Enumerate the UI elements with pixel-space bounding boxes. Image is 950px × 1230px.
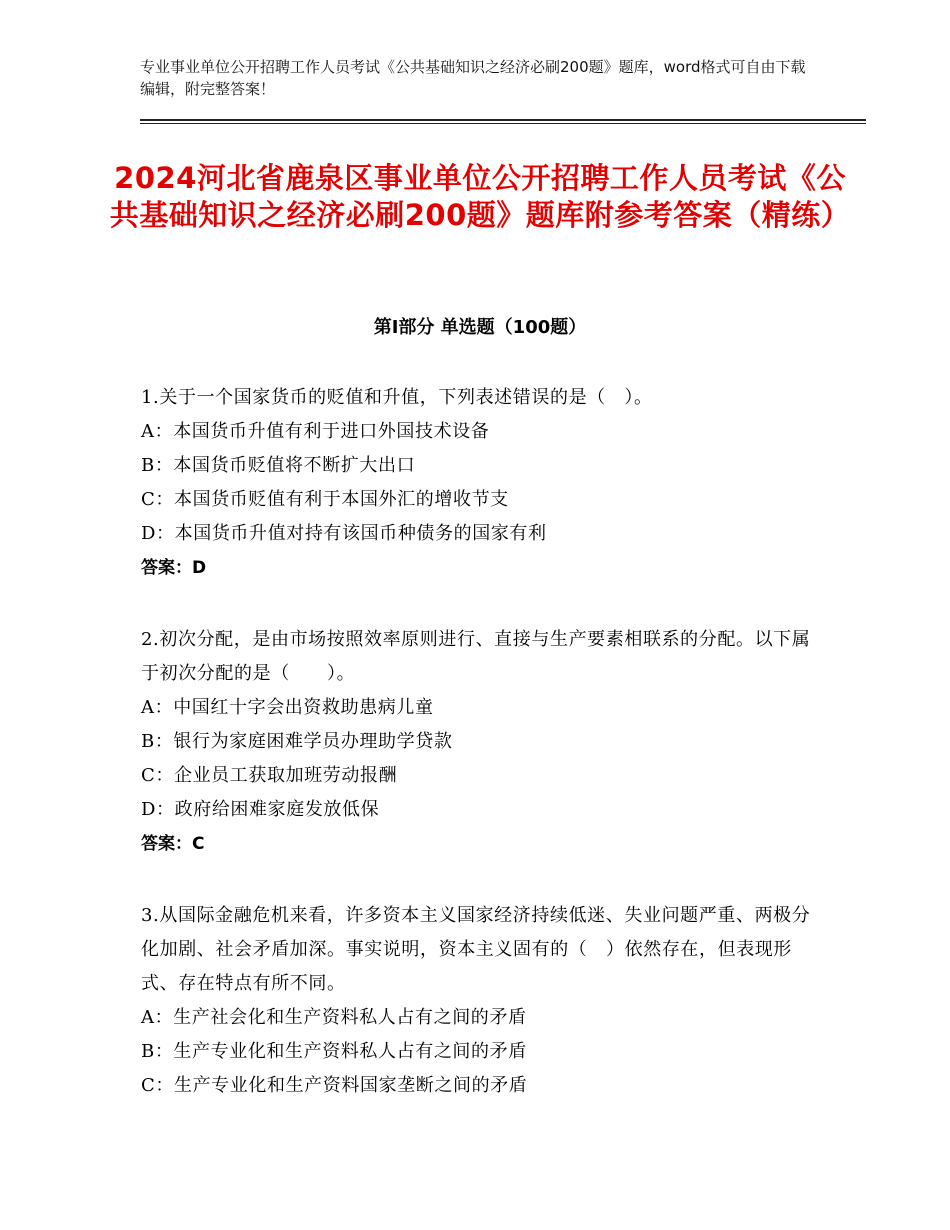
option-d: D：本国货币升值对持有该国币种债务的国家有利	[141, 523, 547, 544]
header-rule-thin	[140, 123, 866, 124]
question-2	[141, 623, 811, 861]
document-header-note: 专业事业单位公开招聘工作人员考试《公共基础知识之经济必刷200题》题库，word格式可自由下载编辑，附完整答案！	[140, 58, 806, 98]
option-c: C：本国货币贬值有利于本国外汇的增收节支	[141, 489, 509, 510]
header-rule-thick	[140, 119, 866, 121]
question-3	[141, 899, 811, 1103]
question-stem: 2.初次分配，是由市场按照效率原则进行、直接与生产要素相联系的分配。以下属于初次分配的是（ ）。	[141, 629, 811, 684]
option-b: B：生产专业化和生产资料私人占有之间的矛盾	[141, 1041, 527, 1062]
option-d: D：政府给困难家庭发放低保	[141, 799, 380, 820]
option-c: C：生产专业化和生产资料国家垄断之间的矛盾	[141, 1075, 528, 1096]
option-b: B：银行为家庭困难学员办理助学贷款	[141, 731, 453, 752]
question-stem: 1.关于一个国家货币的贬值和升值，下列表述错误的是（ ）。	[141, 387, 653, 408]
document-title: 2024河北省鹿泉区事业单位公开招聘工作人员考试《公共基础知识之经济必刷200题》题库附参考答案（精练）	[109, 161, 851, 232]
option-a: A：本国货币升值有利于进口外国技术设备	[141, 421, 490, 442]
question-list	[141, 381, 811, 1141]
option-a: A：生产社会化和生产资料私人占有之间的矛盾	[141, 1007, 527, 1028]
option-c: C：企业员工获取加班劳动报酬	[141, 765, 398, 786]
option-b: B：本国货币贬值将不断扩大出口	[141, 455, 416, 476]
answer-label: 答案：C	[141, 834, 205, 854]
section-heading: 第I部分 单选题（100题）	[373, 317, 587, 338]
question-1	[141, 381, 811, 585]
answer-label: 答案：D	[141, 558, 207, 578]
question-stem: 3.从国际金融危机来看，许多资本主义国家经济持续低迷、失业问题严重、两极分化加剧、社会矛盾加深。事实说明，资本主义固有的（ ）依然存在，但表现形式、存在特点有所不同。	[141, 905, 811, 994]
option-a: A：中国红十字会出资救助患病儿童	[141, 697, 434, 718]
